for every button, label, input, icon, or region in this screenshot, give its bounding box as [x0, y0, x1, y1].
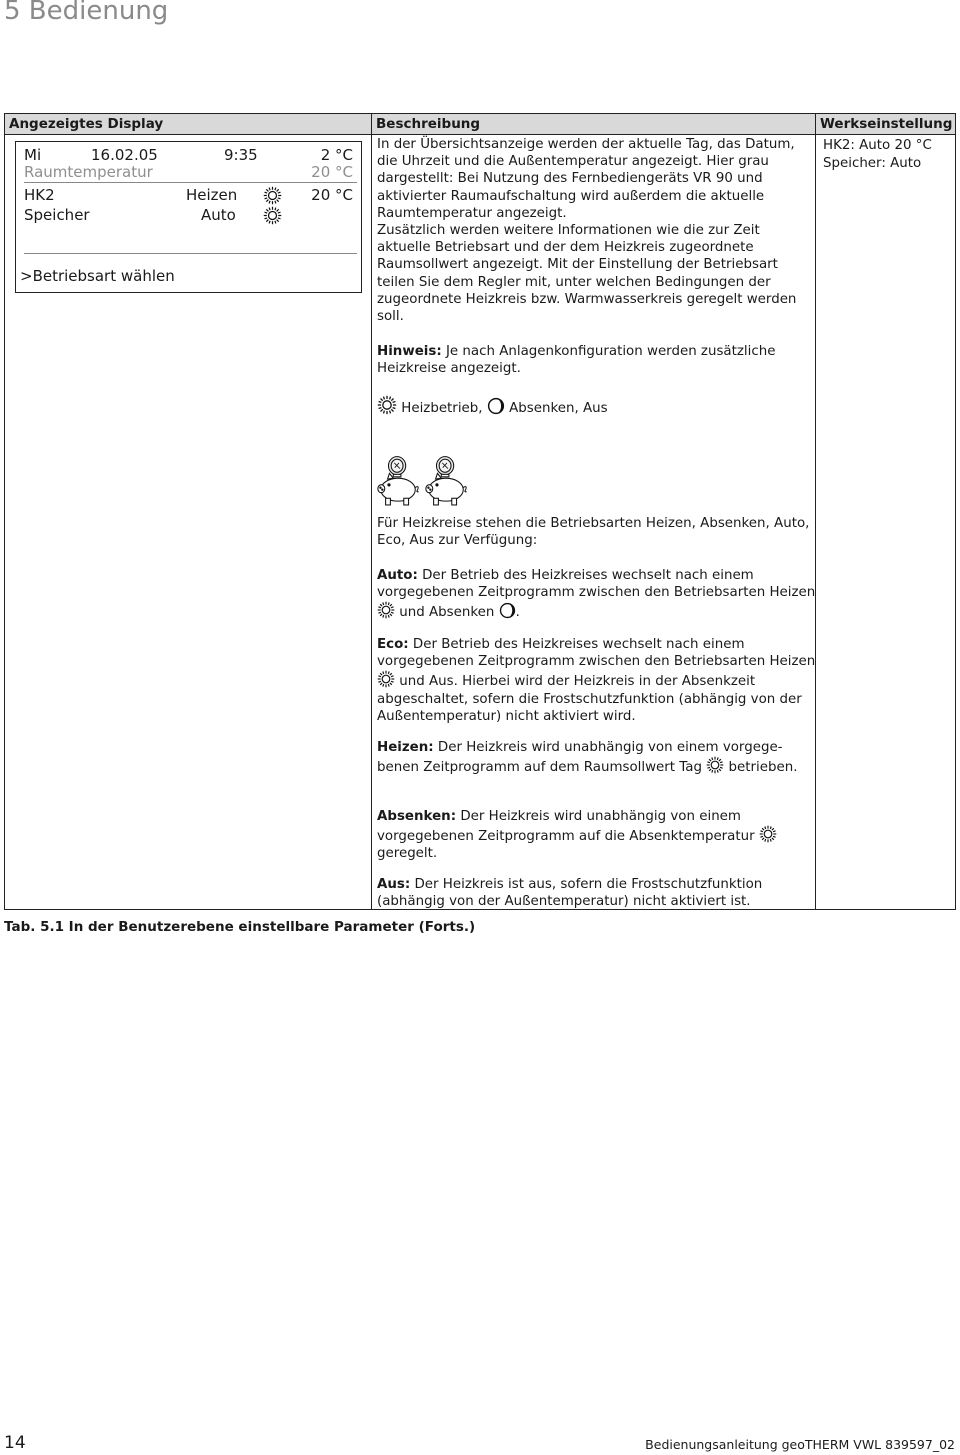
piggy-bank-icon: [425, 455, 469, 509]
mode-auto-text: Der Betrieb des Heizkreises wechselt nach einem vorgegebenen Zeitprogramm zwischen den Betriebsarten Heizen: [377, 568, 816, 601]
header-description: Beschreibung: [376, 116, 481, 132]
display-hk-temp: 20 °C: [311, 186, 353, 204]
mode-eco-label: Eco:: [377, 637, 409, 652]
mode-auto-label: Auto:: [377, 568, 418, 583]
sun-icon: [377, 601, 395, 619]
display-divider: [24, 182, 357, 183]
description-paragraph: Zusätzlich werden weitere Informationen wie die zur Zeit aktuelle Betriebsart und der dem Heizkreis zugeordnete Raumsollwert angezeigt. Mit der Einstellung der Betriebsart teilen Sie dem Regler mit, unter welchen Bedingungen der zugeordnete Heizkreis bzw. Warmwasserkreis geregelt werden soll.: [377, 223, 797, 325]
display-hk-label: HK2: [24, 186, 55, 204]
mode-heizen-end: betrieben.: [728, 760, 798, 776]
description-paragraph: In der Übersichtsanzeige werden der aktuelle Tag, das Datum, die Uhrzeit und die Außentemperatur angezeigt. Hier grau dargestellt: Bei Nutzung des Fernbediengeräts VR 90 und aktivierter Raumaufschaltung wird außerdem die aktuelle Raumtemperatur angezeigt.: [377, 137, 795, 221]
moon-icon: [487, 397, 505, 415]
description-block: [377, 136, 817, 325]
display-storage-mode: Auto: [201, 206, 236, 224]
hint-label: Hinweis:: [377, 344, 442, 359]
sun-icon: [377, 670, 395, 688]
mode-heizen-text: Der Heizkreis wird unabhängig von einem vorgege-benen Zeitprogramm auf dem Raumsollwert Tag: [377, 740, 783, 776]
page-footer: Bedienungsanleitung geoTHERM VWL 839597_02: [645, 1437, 955, 1452]
mode-heizen-label: Heizen:: [377, 740, 434, 755]
piggy-bank-icons: [377, 455, 469, 513]
mode-absenken-text: Der Heizkreis wird unabhängig von einem vorgegebenen Zeitprogramm auf die Absenktemperatur: [377, 809, 755, 845]
display-divider: [24, 253, 357, 254]
display-day: Mi: [24, 146, 42, 164]
mode-absenken-end: geregelt.: [377, 846, 438, 862]
page-number: 14: [4, 1433, 26, 1453]
mode-absenken-label: Absenken:: [377, 809, 457, 824]
modes-intro: [377, 515, 817, 549]
sun-icon: [377, 395, 397, 415]
symbol-legend: [377, 395, 817, 417]
display-room-temp: 20 °C: [311, 163, 353, 181]
factory-setting-line: Speicher: Auto: [823, 156, 922, 171]
display-room-label: Raumtemperatur: [24, 163, 153, 181]
header-factory-setting: Werkseinstellung: [820, 116, 953, 132]
display-action: >Betriebsart wählen: [20, 267, 175, 285]
display-hk-mode: Heizen: [186, 186, 238, 204]
display-storage-label: Speicher: [24, 206, 90, 224]
piggy-bank-icon: [377, 455, 421, 509]
display-outside-temp: 2 °C: [320, 146, 353, 164]
mode-absenken: [377, 808, 817, 863]
chapter-title: 5 Bedienung: [4, 0, 169, 26]
hint-block: [377, 343, 817, 377]
hint-text: Je nach Anlagenkonfiguration werden zusätzliche Heizkreise angezeigt.: [377, 344, 776, 377]
mode-aus-text: Der Heizkreis ist aus, sofern die Frostschutzfunktion (abhängig von der Außentemperatur) nicht aktiviert ist.: [377, 877, 763, 910]
display-date: 16.02.05: [91, 146, 158, 164]
mode-aus-label: Aus:: [377, 877, 411, 892]
table-header: [5, 114, 955, 135]
mode-auto-and: und Absenken: [399, 605, 495, 621]
display-time: 9:35: [224, 146, 258, 164]
sun-icon: [263, 206, 282, 225]
mode-auto-end: .: [515, 605, 520, 621]
parameter-table: [4, 113, 956, 910]
sun-icon: [759, 825, 777, 843]
factory-setting: [823, 137, 932, 173]
mode-eco-text: Der Betrieb des Heizkreises wechselt nach einem vorgegebenen Zeitprogramm zwischen den Betriebsarten Heizen: [377, 637, 816, 670]
mode-auto: [377, 567, 817, 622]
table-caption: Tab. 5.1 In der Benutzerebene einstellbare Parameter (Forts.): [4, 919, 476, 935]
factory-setting-line: HK2: Auto 20 °C: [823, 138, 932, 153]
header-display: Angezeigtes Display: [9, 116, 164, 132]
mode-heizen: [377, 739, 817, 776]
mode-eco-text-2: und Aus. Hierbei wird der Heizkreis in der Absenkzeit abgeschaltet, sofern die Frostschutzfunktion (abhängig von der Außentemperatur) nicht aktiviert wird.: [377, 674, 802, 724]
sun-icon: [706, 756, 724, 774]
column-divider: [371, 114, 372, 909]
mode-eco: [377, 636, 817, 725]
sun-icon: [263, 186, 282, 205]
modes-intro-text: Für Heizkreise stehen die Betriebsarten Heizen, Absenken, Auto, Eco, Aus zur Verfügung:: [377, 516, 810, 549]
legend-heating: Heizbetrieb,: [401, 401, 483, 416]
mode-aus: [377, 876, 817, 910]
moon-icon: [499, 602, 516, 619]
display-mockup: [15, 141, 362, 293]
legend-rest: Absenken, Aus: [509, 401, 608, 416]
